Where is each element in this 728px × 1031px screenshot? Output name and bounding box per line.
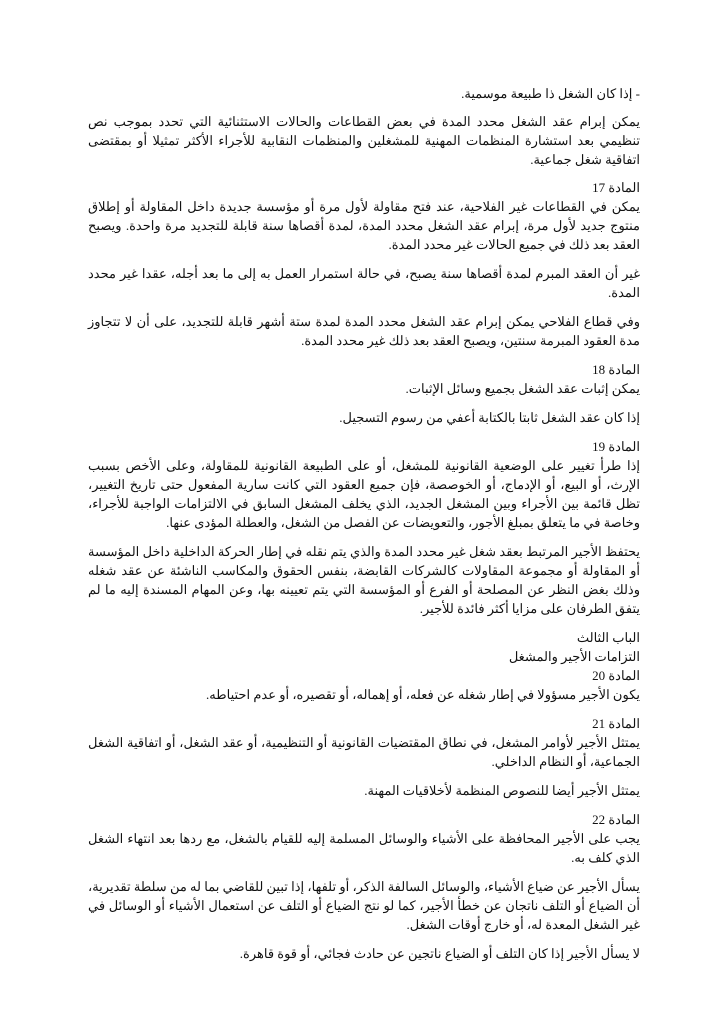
paragraph-proof-of-contract: يمكن إثبات عقد الشغل بجميع وسائل الإثبات. xyxy=(405,381,640,396)
paragraph-article-20: يكون الأجير مسؤولا في إطار شغله عن فعله، أو إهماله، أو تقصيره، أو عدم احتياطه. xyxy=(206,687,640,702)
paragraph-fixed-term-exceptions: يمكن إبرام عقد الشغل محدد المدة في بعض القطاعات والحالات الاستثنائية التي تحدد بموجب نص تنظيمي بعد استشارة المنظمات المهنية للمشغلين والمنظمات النقابية للأجراء الأكثر تمثيلا أو بمقتضى اتفاقية شغل جماعية. xyxy=(88,114,640,167)
paragraph-internal-transfer: يحتفظ الأجير المرتبط بعقد شغل غير محدد المدة والذي يتم نقله في إطار الحركة الداخلية داخل المؤسسة أو المقاولة أو مجموعة المقاولات كالشركات القابضة، بنفس الحقوق والمكاسب الناشئة عن عقد شغله وذلك بغض النظر عن المصلحة أو الفرع أو المؤسسة التي يتم تعيينه بها، وعن المهام المسندة إليه ما لم يتفق الطرفان على مزايا أكثر فائدة للأجير. xyxy=(88,544,640,616)
paragraph-seasonal: - إذا كان الشغل ذا طبيعة موسمية. xyxy=(461,86,640,101)
paragraph-loss-liability: يسأل الأجير عن ضياع الأشياء، والوسائل السالفة الذكر، أو تلفها، إذا تبين للقاضي بما له من سلطة تقديرية، أن الضياع أو التلف ناتجان عن خطأ الأجير، كما لو نتج الضياع أو التلف عن استعمال الأشياء أو الوسائل في غير الشغل المعدة له، أو خارج أوقات الشغل. xyxy=(88,879,640,932)
chapter-three-heading: الباب الثالث xyxy=(576,630,640,645)
paragraph-force-majeure: لا يسأل الأجير إذا كان التلف أو الضياع ناتجين عن حادث فجائي، أو قوة قاهرة. xyxy=(239,946,640,961)
article-22-heading: المادة 22 xyxy=(592,812,640,827)
chapter-three-title: التزامات الأجير والمشغل xyxy=(508,649,640,664)
article-20-heading: المادة 20 xyxy=(592,668,640,683)
article-21-heading: المادة 21 xyxy=(592,716,640,731)
paragraph-article-19: إذا طرأ تغيير على الوضعية القانونية للمشغل، أو على الطبيعة القانونية للمقاولة، وعلى الأخص بسبب الإرث، أو البيع، أو الإدماج، أو الخوصصة، فإن جميع العقود التي كانت سارية المفعول حتى تاريخ التغيير، تظل قائمة بين الأجراء وبين المشغل الجديد، الذي يخلف المشغل السابق في الالتزامات الواجبة للأجراء، وخاصة في ما يتعلق بمبلغ الأجور، والتعويضات عن الفصل من الشغل، والعطلة المؤدى عنها. xyxy=(88,458,640,530)
paragraph-article-22: يجب على الأجير المحافظة على الأشياء والوسائل المسلمة إليه للقيام بالشغل، مع ردها بعد انتهاء الشغل الذي كلف به. xyxy=(88,831,640,865)
paragraph-professional-ethics: يمتثل الأجير أيضا للنصوص المنظمة لأخلاقيات المهنة. xyxy=(364,783,640,798)
article-19-heading: المادة 19 xyxy=(592,439,640,454)
article-17-heading: المادة 17 xyxy=(592,180,640,195)
paragraph-article-21: يمتثل الأجير لأوامر المشغل، في نطاق المقتضيات القانونية أو التنظيمية، أو عقد الشغل، أو اتفاقية الشغل الجماعية، أو النظام الداخلي. xyxy=(88,735,640,769)
paragraph-one-year-contract: غير أن العقد المبرم لمدة أقصاها سنة يصبح، في حالة استمرار العمل به إلى ما بعد أجله، عقدا غير محدد المدة. xyxy=(88,266,640,300)
paragraph-agricultural-sector: وفي قطاع الفلاحي يمكن إبرام عقد الشغل محدد المدة لمدة ستة أشهر قابلة للتجديد، على أن لا تتجاوز مدة العقود المبرمة سنتين، ويصبح العقد بعد ذلك غير محدد المدة. xyxy=(88,314,640,348)
article-18-heading: المادة 18 xyxy=(592,362,640,377)
paragraph-article-17: يمكن في القطاعات غير الفلاحية، عند فتح مقاولة لأول مرة أو مؤسسة جديدة داخل المقاولة أو إطلاق منتوج جديد لأول مرة، إبرام عقد الشغل محدد المدة، لمدة أقصاها سنة قابلة للتجديد مرة واحدة. ويصبح العقد بعد ذلك في جميع الحالات غير محدد المدة. xyxy=(88,199,640,252)
paragraph-registration-exemption: إذا كان عقد الشغل ثابتا بالكتابة أعفي من رسوم التسجيل. xyxy=(339,410,640,425)
